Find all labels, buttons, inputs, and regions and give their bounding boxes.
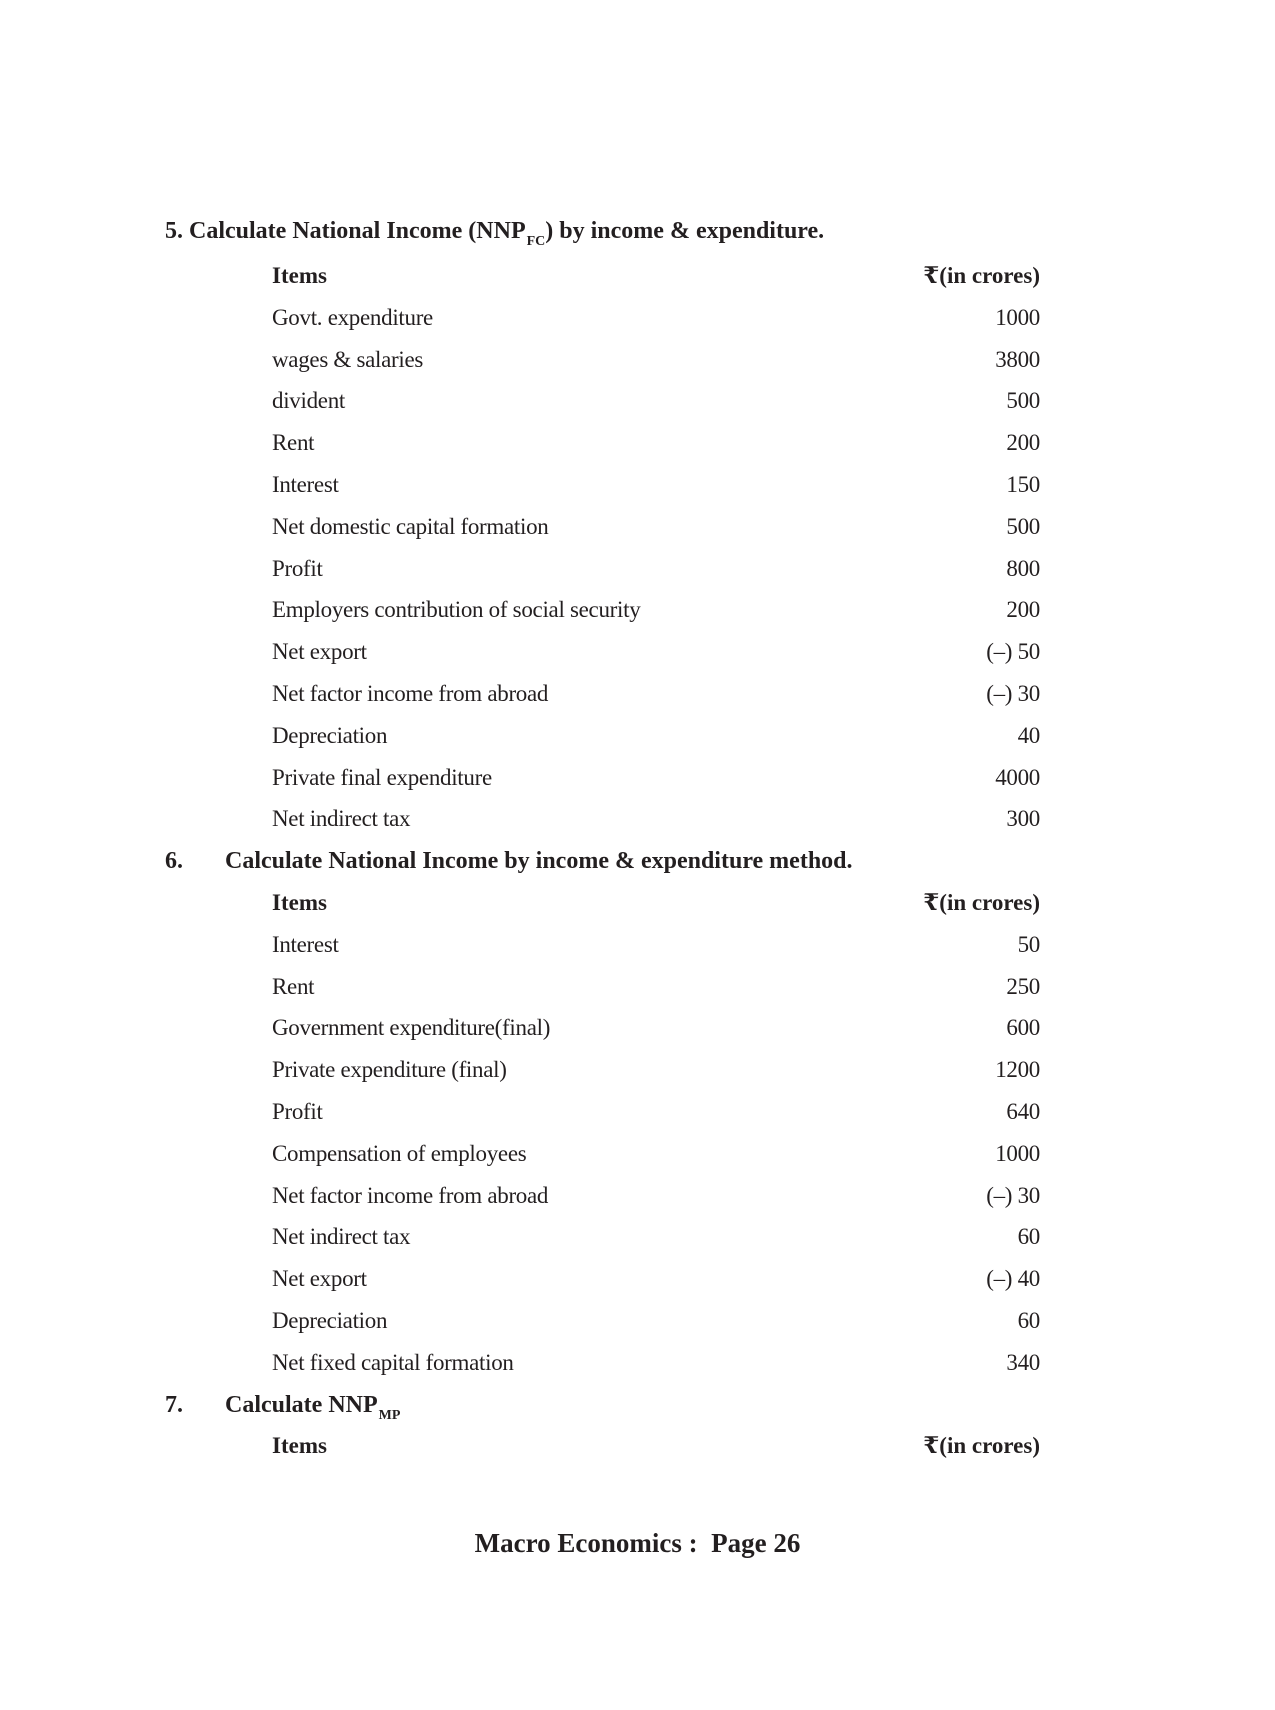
- row-value: 1000: [995, 304, 1040, 330]
- q7-title-subscript: MP: [378, 1408, 401, 1423]
- row-item-label: Profit: [272, 1098, 323, 1124]
- table-row: [272, 548, 1040, 590]
- row-value: 800: [1006, 555, 1040, 581]
- row-item-label: Rent: [272, 973, 315, 999]
- row-item-label: Compensation of employees: [272, 1140, 527, 1166]
- row-item-label: Interest: [272, 931, 339, 957]
- question-6-number: 6.: [165, 848, 183, 874]
- q5-title-suffix: ) by income & expenditure.: [545, 218, 825, 244]
- table-row: [272, 966, 1040, 1008]
- table-row: [272, 1133, 1040, 1175]
- row-item-label: Depreciation: [272, 1307, 388, 1333]
- row-item-label: Net domestic capital formation: [272, 513, 549, 539]
- table-row: [272, 631, 1040, 673]
- q7-header-items: Items: [272, 1433, 327, 1458]
- row-item-label: Govt. expenditure: [272, 304, 433, 330]
- row-value: 1000: [995, 1140, 1040, 1166]
- table-row: [272, 464, 1040, 506]
- q6-header-items: Items: [272, 890, 327, 915]
- table-row: [272, 1049, 1040, 1091]
- row-item-label: Private expenditure (final): [272, 1057, 507, 1083]
- row-item-label: Private final expenditure: [272, 764, 492, 790]
- q5-table: [272, 255, 1040, 840]
- question-6-title: Calculate National Income by income & expenditure method.: [225, 848, 853, 874]
- row-value: (–) 30: [986, 1182, 1040, 1208]
- table-row: [272, 1091, 1040, 1133]
- row-item-label: Net export: [272, 639, 367, 665]
- table-row: [272, 924, 1040, 966]
- row-value: 1200: [995, 1057, 1040, 1083]
- question-5-title: [165, 218, 825, 249]
- q5-header-items: Items: [272, 263, 327, 288]
- table-row: [272, 589, 1040, 631]
- q7-table: [272, 1425, 1040, 1467]
- row-value: 3800: [995, 346, 1040, 372]
- table-row: [272, 1175, 1040, 1217]
- q6-header-unit: ₹(in crores): [923, 890, 1040, 915]
- q5-title-subscript: FC: [526, 234, 546, 249]
- row-value: 340: [1006, 1349, 1040, 1375]
- row-item-label: wages & salaries: [272, 346, 424, 372]
- table-row: [272, 380, 1040, 422]
- row-value: 600: [1006, 1015, 1040, 1041]
- table-row: [272, 339, 1040, 381]
- table-row: [272, 422, 1040, 464]
- q7-table-header: [272, 1425, 1040, 1467]
- row-value: 500: [1006, 388, 1040, 414]
- q5-table-header: [272, 255, 1040, 297]
- row-item-label: Depreciation: [272, 722, 388, 748]
- row-value: 640: [1006, 1098, 1040, 1124]
- footer-text: Macro Economics : Page 26: [474, 1528, 801, 1558]
- row-item-label: Net fixed capital formation: [272, 1349, 514, 1375]
- row-item-label: divident: [272, 388, 345, 414]
- row-value: 40: [1017, 722, 1040, 748]
- row-value: 250: [1006, 973, 1040, 999]
- table-row: [272, 506, 1040, 548]
- row-item-label: Net factor income from abroad: [272, 1182, 549, 1208]
- table-row: [272, 1342, 1040, 1384]
- q7-title-text: Calculate NNP: [225, 1392, 378, 1418]
- table-row: [272, 1300, 1040, 1342]
- q5-title-prefix: 5. Calculate National Income (NNP: [165, 218, 526, 244]
- row-item-label: Government expenditure(final): [272, 1015, 551, 1041]
- row-item-label: Employers contribution of social security: [272, 597, 641, 623]
- row-value: 50: [1017, 931, 1040, 957]
- page-footer: [0, 1528, 1275, 1559]
- row-value: 200: [1006, 597, 1040, 623]
- row-item-label: Net indirect tax: [272, 806, 411, 832]
- q6-table: [272, 882, 1040, 1384]
- row-value: 150: [1006, 471, 1040, 497]
- table-row: [272, 673, 1040, 715]
- row-value: 60: [1017, 1307, 1040, 1333]
- row-value: (–) 40: [986, 1266, 1040, 1292]
- q6-table-header: [272, 882, 1040, 924]
- question-7-title: [225, 1392, 401, 1423]
- row-value: (–) 50: [986, 639, 1040, 665]
- row-item-label: Net export: [272, 1266, 367, 1292]
- q5-header-unit: ₹(in crores): [923, 263, 1040, 288]
- table-row: [272, 757, 1040, 799]
- row-item-label: Profit: [272, 555, 323, 581]
- table-row: [272, 715, 1040, 757]
- row-value: 4000: [995, 764, 1040, 790]
- table-row: [272, 1007, 1040, 1049]
- question-7-number: 7.: [165, 1392, 183, 1418]
- row-item-label: Interest: [272, 471, 339, 497]
- row-value: 500: [1006, 513, 1040, 539]
- row-value: 60: [1017, 1224, 1040, 1250]
- table-row: [272, 1216, 1040, 1258]
- row-value: 200: [1006, 430, 1040, 456]
- row-item-label: Net factor income from abroad: [272, 680, 549, 706]
- table-row: [272, 297, 1040, 339]
- row-item-label: Net indirect tax: [272, 1224, 411, 1250]
- table-row: [272, 1258, 1040, 1300]
- row-value: (–) 30: [986, 680, 1040, 706]
- row-item-label: Rent: [272, 430, 315, 456]
- row-value: 300: [1006, 806, 1040, 832]
- table-row: [272, 798, 1040, 840]
- q7-header-unit: ₹(in crores): [923, 1433, 1040, 1458]
